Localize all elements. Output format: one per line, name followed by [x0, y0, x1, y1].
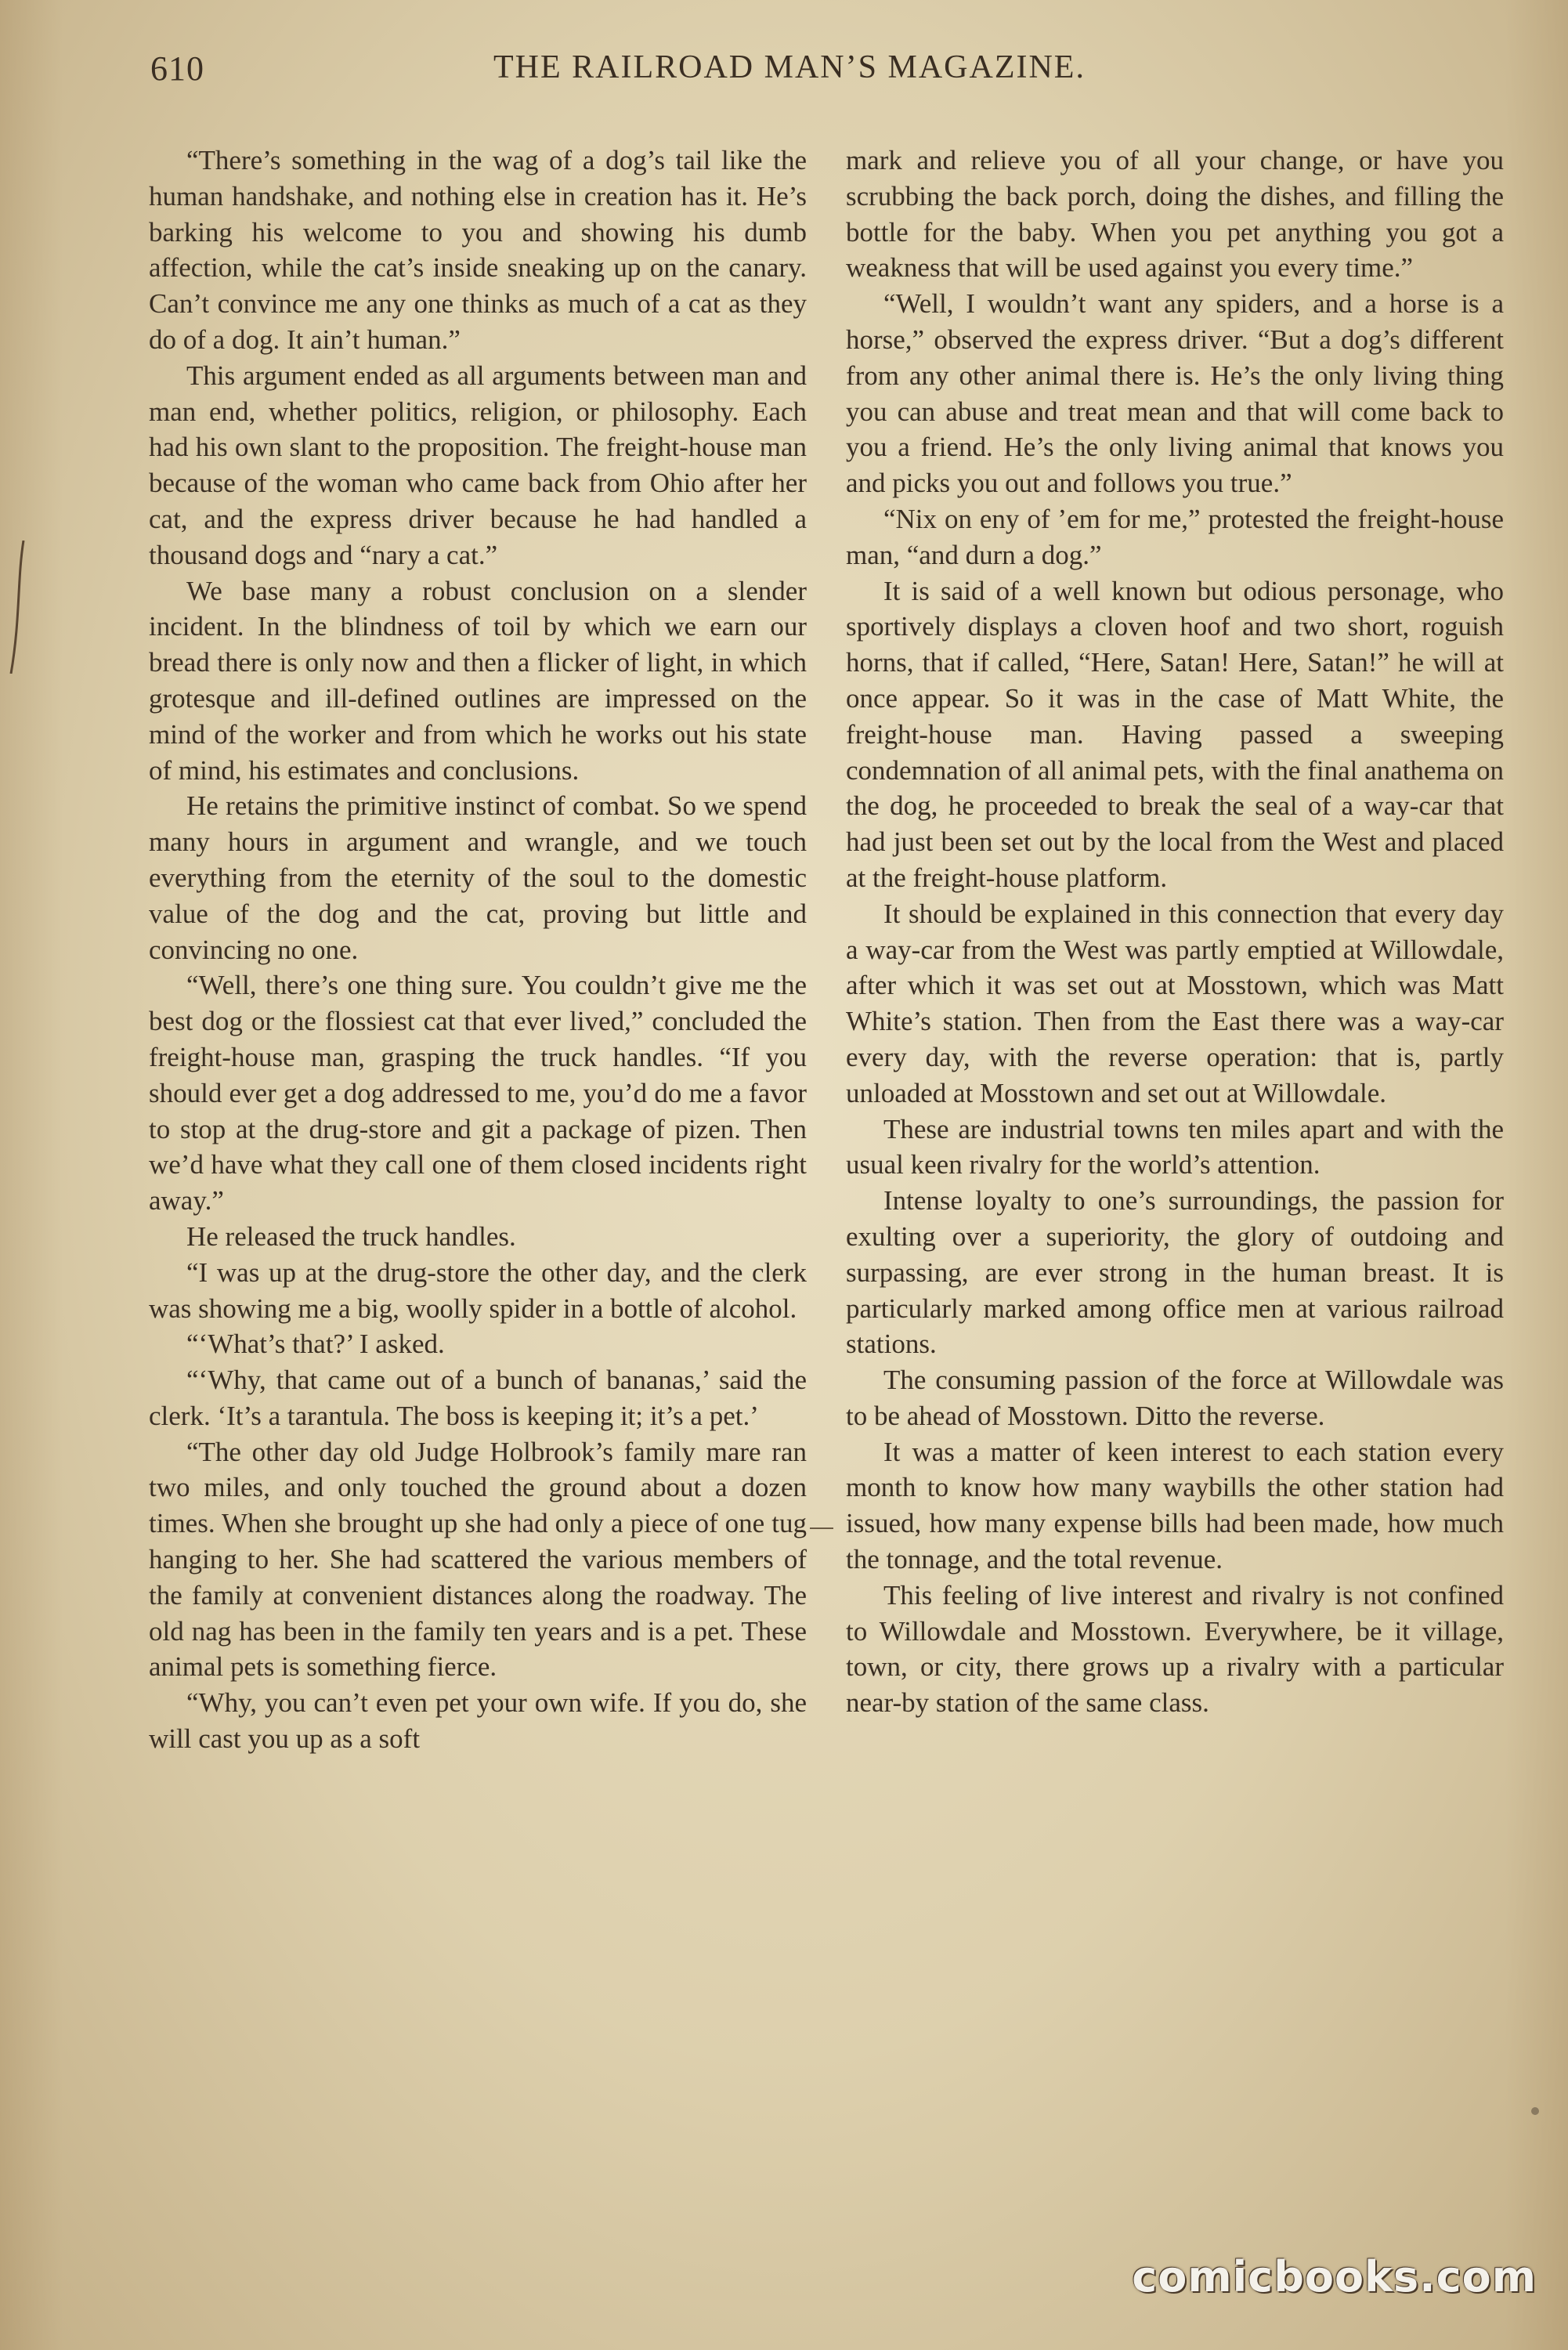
paragraph: This feeling of live interest and rivalry is not confined to Willowdale and Mosstown. Everywhere, be it village, town, or city, there grows up a rivalry with a particular near-by station of the same class. [846, 1579, 1504, 1719]
paragraph: We base many a robust conclusion on a slender incident. In the blindness of toil by which we earn our bread there is only now and then a flicker of light, in which grotesque and ill-defined outlines are impressed on the mind of the worker and from which he works out his state of mind, his estimates and conclusions. [149, 575, 807, 786]
paragraph: “‘Why, that came out of a bunch of bananas,’ said the clerk. ‘It’s a tarantula. The boss is keeping it; it’s a pet.’ [149, 1365, 807, 1431]
paragraph: He retains the primitive instinct of combat. So we spend many hours in argument and wrangle, and we touch everything from the eternity of the soul to the domestic value of the dog and the cat, proving but little and convincing no one. [149, 790, 807, 965]
watermark-text: comicbooks.com [1132, 2252, 1537, 2301]
paragraph: This argument ended as all arguments between man and man end, whether politics, religion, or philosophy. Each had his own slant to the proposition. The freight-house man because of the woman who came back from Ohio after her cat, and the express driver because he had handled a thousand dogs and “nary a cat.” [149, 360, 807, 570]
page-header [0, 49, 1568, 103]
paragraph: The consuming passion of the force at Willowdale was to be ahead of Mosstown. Ditto the reverse. [846, 1365, 1504, 1431]
paragraph: “I was up at the drug-store the other day, and the clerk was showing me a big, woolly spider in a bottle of alcohol. [149, 1256, 807, 1324]
paragraph: He released the truck handles. [186, 1220, 516, 1252]
page-number: 610 [150, 49, 204, 88]
left-column [149, 143, 807, 1757]
paragraph: These are industrial towns ten miles apart and with the usual keen rivalry for the world’s attention. [846, 1113, 1504, 1180]
right-column [846, 143, 1504, 1721]
paragraph: “Nix on eny of ’em for me,” protested the freight-house man, “and durn a dog.” [846, 503, 1504, 570]
paragraph: It was a matter of keen interest to each station every month to know how many waybills the other station had issued, how many expense bills had been made, how much the tonnage, and the total revenue. [846, 1436, 1504, 1575]
paragraph: “The other day old Judge Holbrook’s family mare ran two miles, and only touched the ground about a dozen times. When she brought up she had only a piece of one tug hanging to her. She had scattered the various members of the family at convenient distances along the roadway. The old nag has been in the family ten years and is a pet. These animal pets is something fierce. [149, 1436, 807, 1683]
continued-paragraph: mark and relieve you of all your change, or have you scrubbing the back porch, doing the dishes, and filling the bottle for the baby. When you pet anything you got a weakness that will be used against you every time.” [846, 145, 1504, 284]
paragraph: “There’s something in the wag of a dog’s tail like the human handshake, and nothing else in creation has it. He’s barking his welcome to you and showing his dumb affection, while the cat’s inside sneaking up on the canary. Can’t convince me any one thinks as much of a cat as they do of a dog. It ain’t human.” [149, 145, 807, 355]
paragraph: “Well, I wouldn’t want any spiders, and a horse is a horse,” observed the express driver. “But a dog’s different from any other animal there is. He’s the only living thing you can abuse and treat mean and that will come back to you a friend. He’s the only living animal that knows you and picks you out and follows you true.” [846, 288, 1504, 499]
paragraph: “Well, there’s one thing sure. You couldn’t give me the best dog or the flossiest cat that ever lived,” concluded the freight-house man, grasping the truck handles. “If you should ever get a dog addressed to me, you’d do me a favor to stop at the drug-store and git a package of pizen. Then we’d have what they call one of them closed incidents right away.” [149, 970, 807, 1217]
paragraph: It should be explained in this connection that every day a way-car from the West was partly emptied at Willowdale, after which it was set out at Mosstown, which was Matt White’s station. Then from the East there was a way-car every day, with the reverse operation: that is, partly unloaded at Mosstown and set out at Willowdale. [846, 898, 1504, 1108]
running-title: THE RAILROAD MAN’S MAGAZINE. [493, 49, 1086, 85]
margin-speck [1531, 2107, 1539, 2115]
paragraph: “‘What’s that?’ I asked. [186, 1329, 445, 1360]
binding-mark [6, 540, 27, 674]
paragraph: “Why, you can’t even pet your own wife. If you do, she will cast you up as a soft [149, 1687, 807, 1755]
paragraph: It is said of a well known but odious personage, who sportively displays a cloven hoof and two short, roguish horns, that if called, “Here, Satan! Here, Satan!” he will at once appear. So it was in the case of Matt White, the freight-house man. Having passed a sweeping condemnation of all animal pets, with the final anathema on the dog, he proceeded to break the seal of a way-car that had just been set out by the local from the West and placed at the freight-house platform. [846, 575, 1504, 893]
margin-mark [810, 1528, 833, 1529]
paragraph: Intense loyalty to one’s surroundings, the passion for exulting over a superiority, the glory of outdoing and surpassing, are ever strong in the human breast. It is particularly marked among office men at various railroad stations. [846, 1185, 1504, 1360]
